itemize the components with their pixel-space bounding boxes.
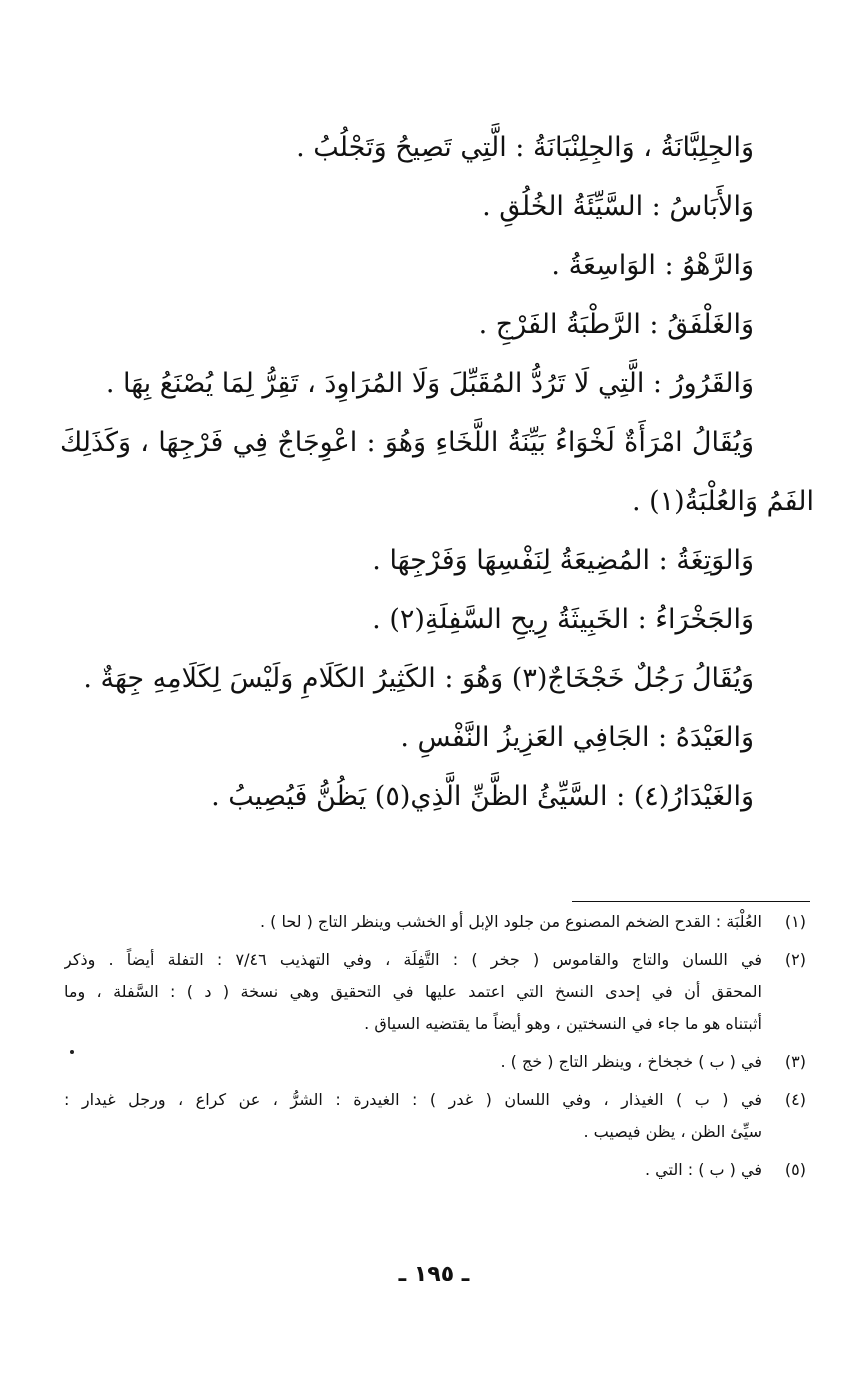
footnote-line: في ( ب ) خجخاخ ، وينظر التاج ( خج ) . (500, 1052, 762, 1071)
footnote-number: (٥) (784, 1160, 806, 1179)
footnote-line: العُلْبَة : القدح الضخم المصنوع من جلود الإبل أو الخشب وينظر التاج ( لحا ) . (259, 912, 762, 931)
footnote-number: (٣) (784, 1052, 806, 1071)
footnote-line: المحقق أن في إحدى النسخ التي اعتمد عليها في التحقيق وهي نسخة ( د ) : السَّفلة ، وما (64, 982, 762, 1001)
footnote (64, 944, 806, 1040)
text-line: وَيُقَالُ رَجُلٌ خَجْخَاجٌ(٣) وَهُوَ : الكَثِيرُ الكَلَامِ وَلَيْسَ لِكَلَامِهِ جِهَةٌ . (83, 663, 754, 694)
footnote-line: سيِّئ الظن ، يظن فيصيب . (583, 1122, 762, 1141)
text-line: وَالقَرُورُ : الَّتِي لَا تَرُدُّ المُقَبِّلَ وَلَا المُرَاوِدَ ، تَقِرُّ لِمَا يُصْنَعُ بِهَا . (105, 368, 754, 399)
text-line: وَالوَتِغَةُ : المُضِيعَةُ لِنَفْسِهَا وَفَرْجِهَا . (372, 545, 754, 576)
text-line: وَالجِلِبَّانَةُ ، وَالجِلِنْبَانَةُ : الَّتِي تَصِيحُ وَتَجْلُبُ . (296, 132, 754, 163)
text-line: وَالغَيْدَارُ(٤) : السَّيِّئُ الظَّنِّ الَّذِي(٥) يَظُنُّ فَيُصِيبُ . (211, 781, 754, 812)
text-line: وَالغَلْفَقُ : الرَّطْبَةُ الفَرْجِ . (478, 309, 754, 340)
footnote-number: (٢) (784, 950, 806, 969)
footnote (64, 1046, 806, 1078)
footnote-number: (٤) (784, 1090, 806, 1109)
text-line: وَيُقَالُ امْرَأَةٌ لَخْوَاءُ بَيِّنَةُ اللَّخَاءِ وَهُوَ : اعْوِجَاجٌ فِي فَرْجِهَا ، وَكَذَلِكَ (60, 427, 754, 458)
footnote-line: في ( ب ) الغيذار ، وفي اللسان ( غدر ) : الغيدرة : الشرُّ ، عن كراع ، ورجل غيدار : (64, 1090, 762, 1109)
footnote-body (64, 944, 762, 1040)
main-text-block (60, 118, 814, 826)
footnote-line: في ( ب ) : التي . (644, 1160, 762, 1179)
footnote-separator (572, 901, 810, 902)
footnote-number: (١) (784, 912, 806, 931)
footnote (64, 906, 806, 938)
footnote-body (64, 1046, 762, 1078)
footnote (64, 1084, 806, 1148)
text-line: وَالأَبَاسُ : السَّيِّئَةُ الخُلُقِ . (482, 191, 754, 222)
text-line: وَالعَيْدَهُ : الجَافِي العَزِيزُ النَّفْسِ . (400, 722, 754, 753)
text-line: الفَمُ وَالعُلْبَةُ(١) . (631, 486, 814, 517)
footnote-body (64, 906, 762, 938)
text-line: وَالرَّهْوُ : الوَاسِعَةُ . (551, 250, 754, 281)
footnotes-block (64, 906, 806, 1192)
text-line: وَالجَخْرَاءُ : الخَبِيثَةُ رِيحِ السَّفِلَةِ(٢) . (372, 604, 754, 635)
footnote-body (64, 1084, 762, 1148)
page-number: ـ ١٩٥ ـ (398, 1262, 470, 1287)
footnote-line: في اللسان والتاج والقاموس ( جخر ) : التَّفِلَة ، وفي التهذيب ٧/٤٦ : التفلة أيضاً . وذكر (64, 950, 762, 969)
footnote-body (64, 1154, 762, 1186)
footnote-line: أثبتناه هو ما جاء في النسختين ، وهو أيضاً ما يقتضيه السياق . (364, 1014, 762, 1033)
footnote (64, 1154, 806, 1186)
ink-speck (70, 1050, 74, 1054)
